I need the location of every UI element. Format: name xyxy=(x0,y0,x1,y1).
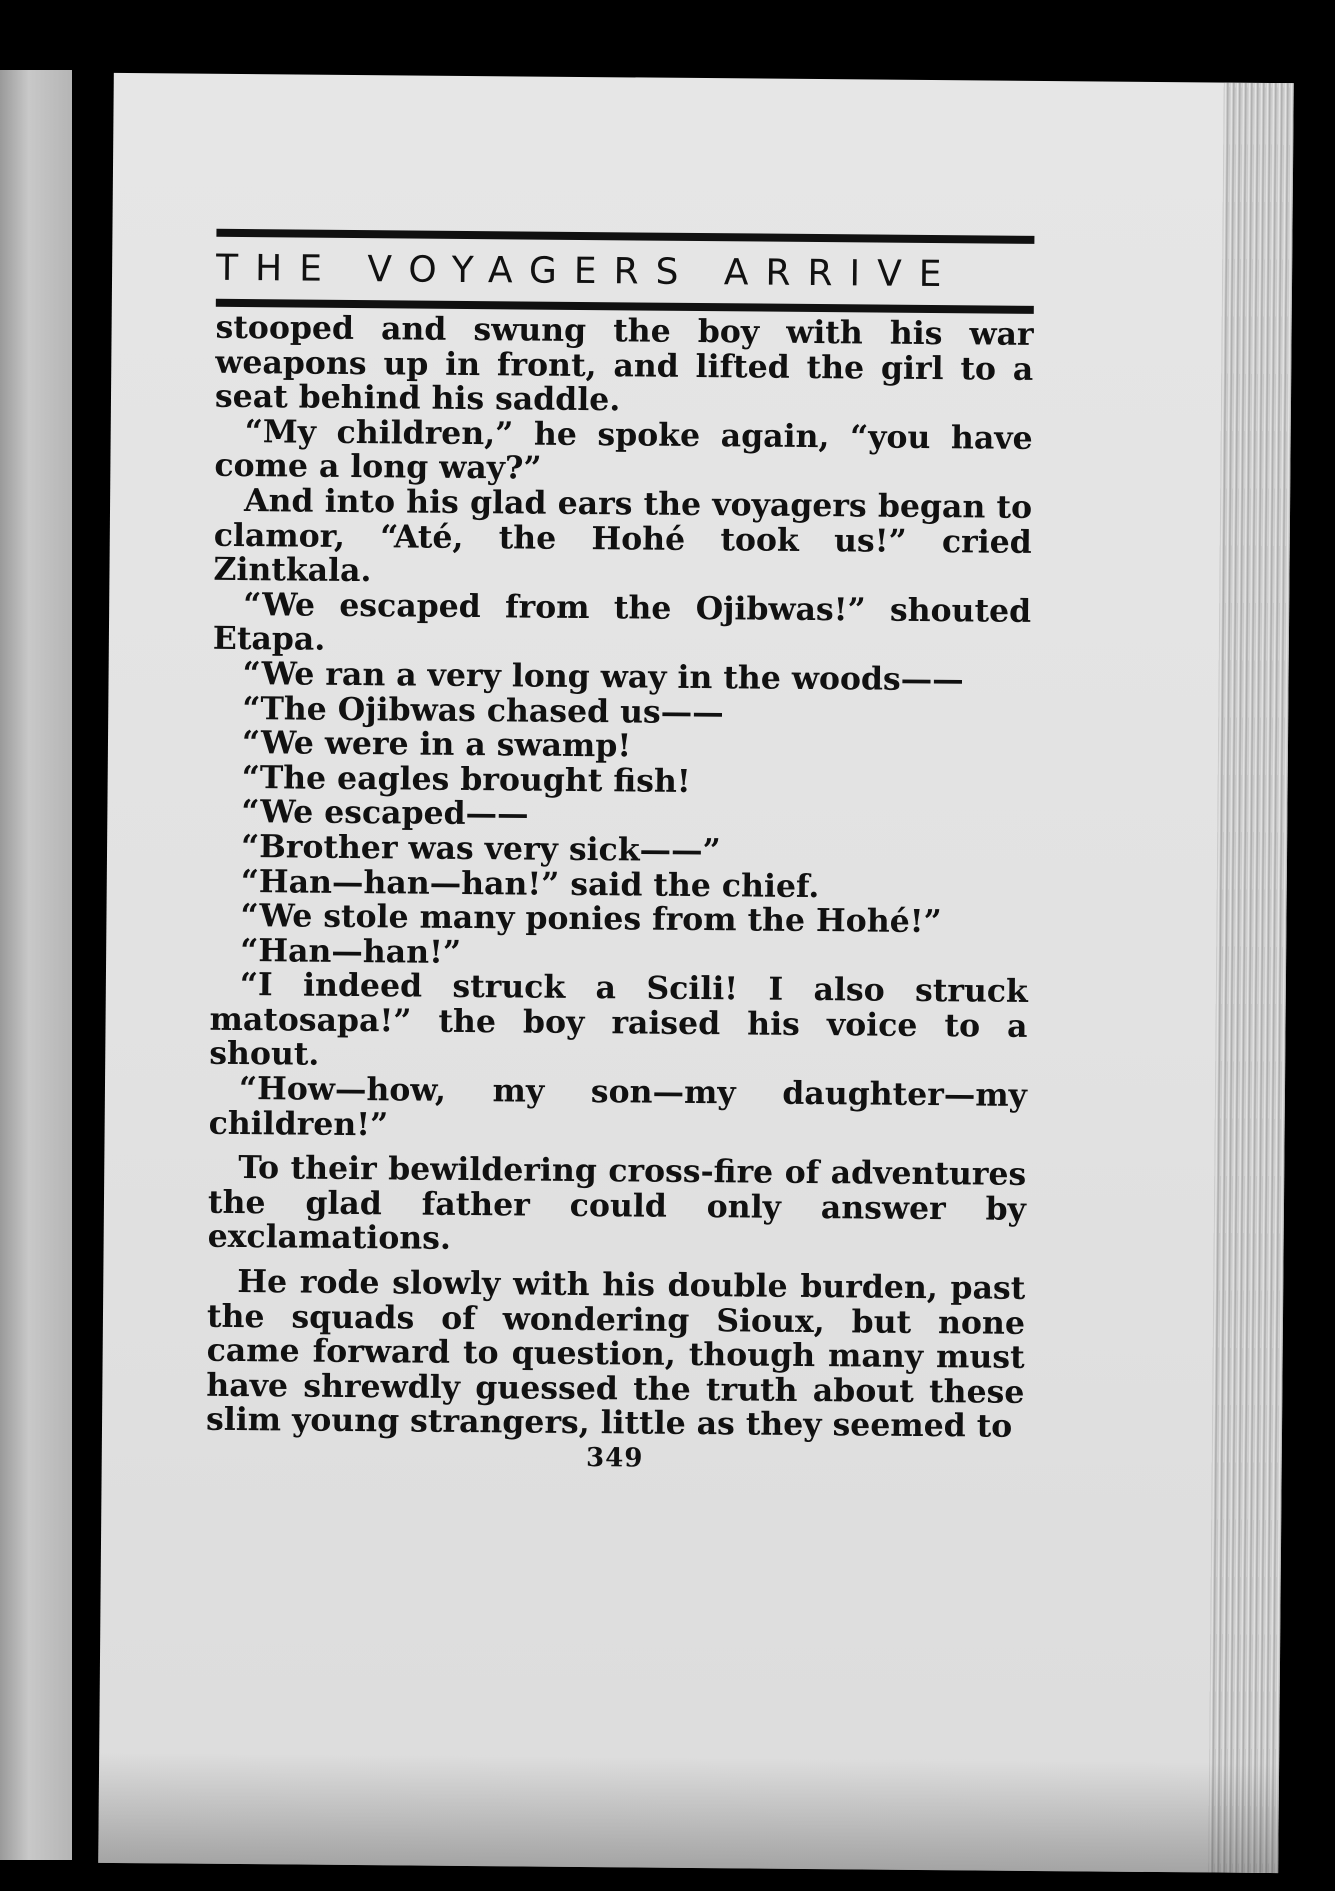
paragraph: “We escaped from the Ojibwas!” shouted Etapa. xyxy=(212,585,1032,659)
page-number: 349 xyxy=(585,1443,644,1474)
page-bottom-shadow xyxy=(98,1753,1279,1873)
paragraph: “My children,” he spoke again, “you have come a long way?” xyxy=(214,412,1033,488)
paragraph: “We escaped—— xyxy=(241,793,529,833)
paragraph: “I indeed struck a Scili! I also struck matosapa!” the boy raised his voice to a shout. xyxy=(209,966,1029,1074)
running-head: THE VOYAGERS ARRIVE xyxy=(215,247,959,296)
paragraph: To their bewildering cross-fire of adventures the glad father could only answer by exclamations. xyxy=(207,1149,1027,1258)
paragraph: stooped and swung the boy with his war weapons up in front, and lifted the girl to a seat behind his saddle. xyxy=(214,308,1034,419)
paragraph: “The eagles brought fish! xyxy=(241,758,691,800)
page-content xyxy=(206,229,1035,1477)
paragraph: “Han—han—han!” said the chief. xyxy=(240,862,820,905)
paragraph: “Brother was very sick——” xyxy=(240,827,721,870)
paragraph: And into his glad ears the voyagers began to clamor, “Até, the Hohé took us!” cried Zintkala. xyxy=(213,482,1033,590)
paragraph: “We were in a swamp! xyxy=(241,724,632,765)
body-text xyxy=(205,308,1034,1446)
paragraph: “How—how, my son—my daughter—my children!” xyxy=(208,1070,1028,1143)
page-stack-edge xyxy=(1208,83,1294,1874)
paragraph: He rode slowly with his double burden, past the squads of wondering Sioux, but none came forward to question, though many must have shrewdly guessed the truth about these slim young strangers, little as they seemed to xyxy=(205,1263,1026,1446)
previous-page-edge xyxy=(0,70,72,1860)
paragraph: “Han—han!” xyxy=(240,931,462,971)
paragraph: “The Ojibwas chased us—— xyxy=(242,689,724,731)
paragraph: “We stole many ponies from the Hohé!” xyxy=(240,897,942,941)
book-page xyxy=(98,73,1294,1873)
paragraph: “We ran a very long way in the woods—— xyxy=(242,654,964,699)
